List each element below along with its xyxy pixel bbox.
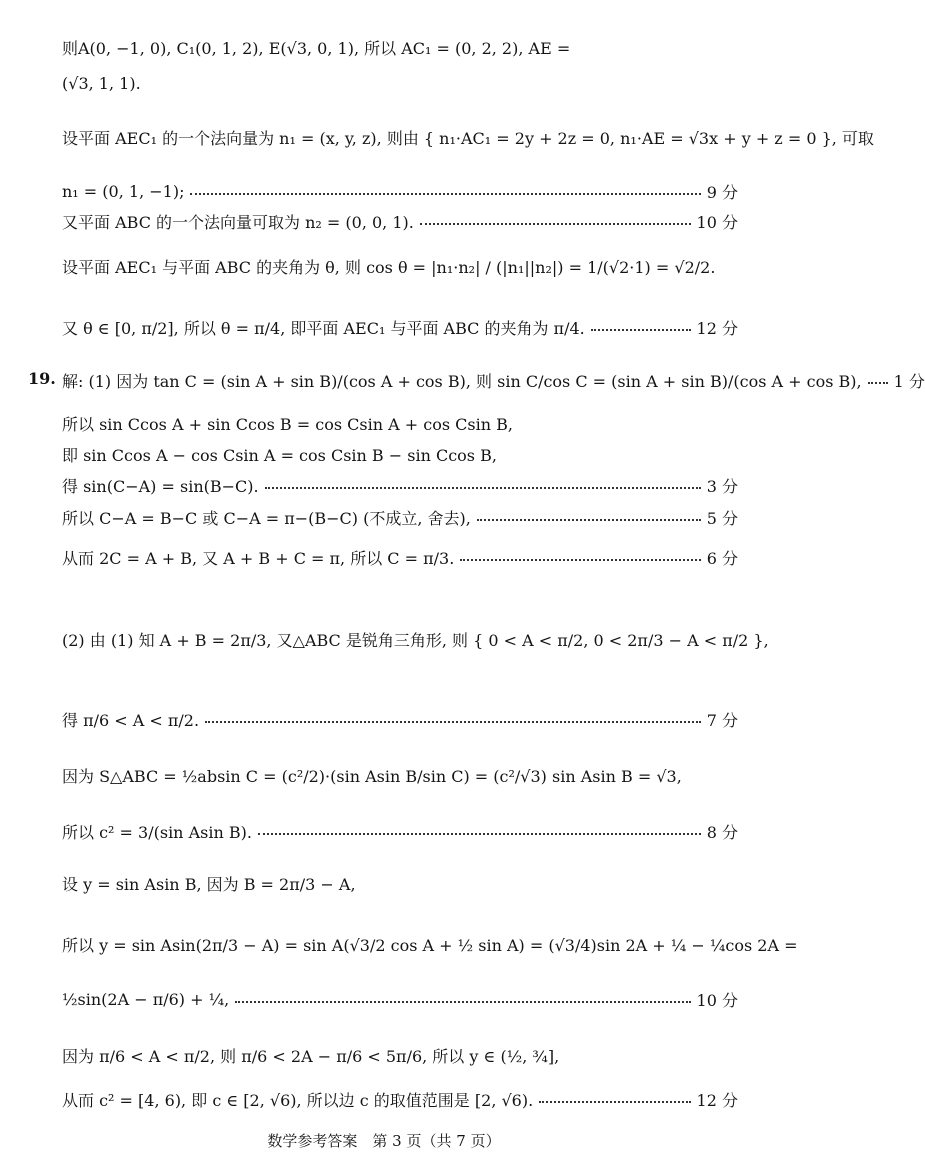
answer-line: 设平面 AEC₁ 与平面 ABC 的夹角为 θ, 则 cos θ = |n₁·n₂| / (|n₁||n₂|) = 1/(√2·1) = √2/2. (62, 258, 716, 277)
dot-leader (258, 833, 701, 835)
dot-leader (460, 559, 700, 561)
dot-leader (477, 519, 701, 521)
answer-line: 因为 S△ABC = ½absin C = (c²/2)·(sin Asin B/sin C) = (c²/√3) sin Asin B = √3, (62, 767, 682, 786)
answer-line: 解: (1) 因为 tan C = (sin A + sin B)/(cos A + cos B), 则 sin C/cos C = (sin A + sin B)/(cos A + cos B), 1 分 (62, 369, 738, 392)
answer-line: 设 y = sin Asin B, 因为 B = 2π/3 − A, (62, 875, 356, 894)
score: 12 分 (696, 319, 738, 338)
answer-line: 设平面 AEC₁ 的一个法向量为 n₁ = (x, y, z), 则由 { n₁·AC₁ = 2y + 2z = 0, n₁·AE = √3x + y + z = 0 }, 可取 (62, 129, 874, 148)
dot-leader (420, 223, 691, 225)
answer-line: n₁ = (0, 1, −1); 9 分 (62, 182, 738, 202)
answer-line: 得 sin(C−A) = sin(B−C). 3 分 (62, 474, 738, 497)
dot-leader (265, 487, 701, 489)
answer-line: 从而 c² = [4, 6), 即 c ∈ [2, √6), 所以边 c 的取值范围是 [2, √6). 12 分 (62, 1088, 738, 1111)
answer-line: ½sin(2A − π/6) + ¼, 10 分 (62, 990, 738, 1010)
answer-line: 又 θ ∈ [0, π/2], 所以 θ = π/4, 即平面 AEC₁ 与平面 ABC 的夹角为 π/4. 12 分 (62, 316, 738, 339)
dot-leader (190, 193, 700, 195)
dot-leader (205, 721, 701, 723)
score: 10 分 (696, 213, 738, 232)
answer-line: 所以 c² = 3/(sin Asin B). 8 分 (62, 820, 738, 843)
answer-line: 即 sin Ccos A − cos Csin A = cos Csin B − sin Ccos B, (62, 446, 497, 465)
answer-line: 所以 C−A = B−C 或 C−A = π−(B−C) (不成立, 舍去), 5 分 (62, 506, 738, 529)
score: 3 分 (706, 477, 738, 496)
answer-line: 所以 y = sin Asin(2π/3 − A) = sin A(√3/2 cos A + ½ sin A) = (√3/4)sin 2A + ¼ − ¼cos 2A = (62, 936, 798, 955)
answer-line: 得 π/6 < A < π/2. 7 分 (62, 708, 738, 731)
dot-leader (235, 1001, 690, 1003)
answer-line: 又平面 ABC 的一个法向量可取为 n₂ = (0, 0, 1). 10 分 (62, 210, 738, 233)
score: 9 分 (706, 183, 738, 202)
question-number: 19. (28, 369, 56, 388)
answer-line: (2) 由 (1) 知 A + B = 2π/3, 又△ABC 是锐角三角形, 则 { 0 < A < π/2, 0 < 2π/3 − A < π/2 }, (62, 631, 769, 650)
answer-line: 因为 π/6 < A < π/2, 则 π/6 < 2A − π/6 < 5π/6, 所以 y ∈ (½, ¾], (62, 1047, 560, 1066)
score: 7 分 (706, 711, 738, 730)
score: 12 分 (696, 1091, 738, 1110)
dot-leader (868, 382, 888, 384)
score: 1 分 (893, 372, 925, 391)
answer-line: 所以 sin Ccos A + sin Ccos B = cos Csin A + cos Csin B, (62, 415, 513, 434)
score: 10 分 (696, 991, 738, 1010)
answer-line: (√3, 1, 1). (62, 74, 141, 93)
dot-leader (591, 329, 691, 331)
answer-line: 从而 2C = A + B, 又 A + B + C = π, 所以 C = π/3. 6 分 (62, 546, 738, 569)
page-footer: 数学参考答案 第 3 页（共 7 页） (267, 1132, 501, 1150)
answer-line: 则A(0, −1, 0), C₁(0, 1, 2), E(√3, 0, 1), 所以 AC₁ = (0, 2, 2), AE = (62, 39, 571, 58)
score: 8 分 (706, 823, 738, 842)
dot-leader (539, 1101, 690, 1103)
score: 5 分 (706, 509, 738, 528)
score: 6 分 (706, 549, 738, 568)
